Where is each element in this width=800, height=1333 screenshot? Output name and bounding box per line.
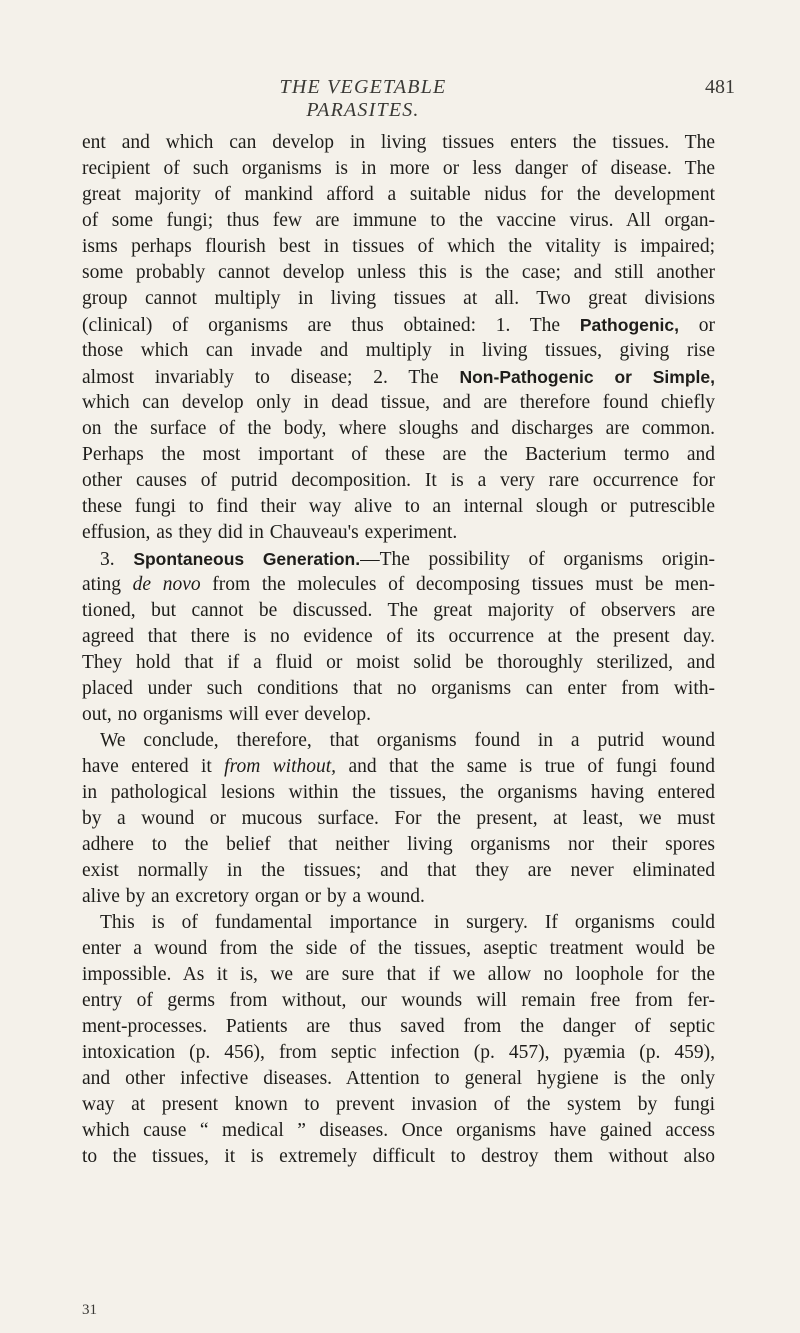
text-line: They hold that if a fluid or moist solid be thoroughly sterilized, and [82, 652, 715, 673]
text-line: which can develop only in dead tissue, and are therefore found chiefly [82, 392, 715, 413]
text-run: almost invariably to disease; 2. The [82, 367, 460, 388]
page-number: 481 [705, 76, 735, 98]
text-line [82, 312, 715, 338]
text-run: and that the same is true of fungi found [336, 756, 715, 777]
text-line: some probably cannot develop unless this is the case; and still another [82, 262, 715, 283]
text-line: other causes of putrid decomposition. It is a very rare occurrence for [82, 470, 715, 491]
text-line [100, 546, 715, 572]
text-run: or [679, 315, 715, 336]
text-line: agreed that there is no evidence of its occurrence at the present day. [82, 626, 715, 647]
text-line: adhere to the belief that neither living organisms nor their spores [82, 834, 715, 855]
section-number: 3. [100, 549, 134, 570]
text-line: to the tissues, it is extremely difficult to destroy them without also [82, 1146, 715, 1167]
section-heading-spontaneous-generation: Spontaneous Generation. [133, 549, 361, 569]
text-line: impossible. As it is, we are sure that if we allow no loophole for the [82, 964, 715, 985]
term-pathogenic: Pathogenic, [579, 315, 680, 335]
text-run: have entered it [82, 756, 225, 777]
text-line: alive by an excretory organ or by a wound. [82, 886, 425, 907]
text-line: entry of germs from without, our wounds will remain free from fer- [82, 990, 715, 1011]
text-line: out, no organisms will ever develop. [82, 704, 371, 725]
text-run: —The possibility of organisms origin- [360, 549, 715, 570]
text-line: exist normally in the tissues; and that they are never eliminated [82, 860, 715, 881]
text-line: placed under such conditions that no organisms can enter from with- [82, 678, 715, 699]
term-non-pathogenic: Non-Pathogenic or Simple, [459, 367, 715, 387]
text-line: those which can invade and multiply in living tissues, giving rise [82, 340, 715, 361]
text-line: and other infective diseases. Attention to general hygiene is the only [82, 1068, 715, 1089]
italic-term: from without, [224, 756, 337, 777]
text-line: isms perhaps flourish best in tissues of which the vitality is impaired; [82, 236, 715, 257]
text-line: Perhaps the most important of these are the Bacterium termo and [82, 444, 715, 465]
text-line: of some fungi; thus few are immune to the vaccine virus. All organ- [82, 210, 715, 231]
text-line: by a wound or mucous surface. For the present, at least, we must [82, 808, 715, 829]
text-line: intoxication (p. 456), from septic infection (p. 457), pyæmia (p. 459), [82, 1042, 715, 1063]
text-line: which cause “ medical ” diseases. Once organisms have gained access [82, 1120, 715, 1141]
text-line: enter a wound from the side of the tissues, aseptic treatment would be [82, 938, 715, 959]
text-line: We conclude, therefore, that organisms found in a putrid wound [100, 730, 715, 751]
text-line: ment-processes. Patients are thus saved from the danger of septic [82, 1016, 715, 1037]
text-line: tioned, but cannot be discussed. The great majority of observers are [82, 600, 715, 621]
text-line [82, 364, 715, 390]
text-line: This is of fundamental importance in surgery. If organisms could [100, 912, 715, 933]
text-run: ating [82, 574, 133, 595]
text-line: effusion, as they did in Chauveau's experiment. [82, 522, 458, 543]
text-line: ent and which can develop in living tissues enters the tissues. The [82, 132, 715, 153]
running-head: THE VEGETABLE PARASITES. [279, 76, 447, 121]
text-line: great majority of mankind afford a suitable nidus for the development [82, 184, 715, 205]
text-line: way at present known to prevent invasion of the system by fungi [82, 1094, 715, 1115]
text-line: these fungi to find their way alive to an internal slough or putrescible [82, 496, 715, 517]
text-run: from the molecules of decomposing tissues must be men- [200, 574, 715, 595]
text-line: group cannot multiply in living tissues at all. Two great divisions [82, 288, 715, 309]
text-run: (clinical) of organisms are thus obtained: 1. The [82, 315, 580, 336]
text-line: recipient of such organisms is in more or less danger of disease. The [82, 158, 715, 179]
text-line [82, 572, 715, 598]
italic-term: de novo [132, 574, 201, 595]
text-line: in pathological lesions within the tissues, the organisms having entered [82, 782, 715, 803]
text-line: on the surface of the body, where sloughs and discharges are common. [82, 418, 715, 439]
text-line [82, 754, 715, 780]
signature-mark: 31 [82, 1302, 97, 1318]
